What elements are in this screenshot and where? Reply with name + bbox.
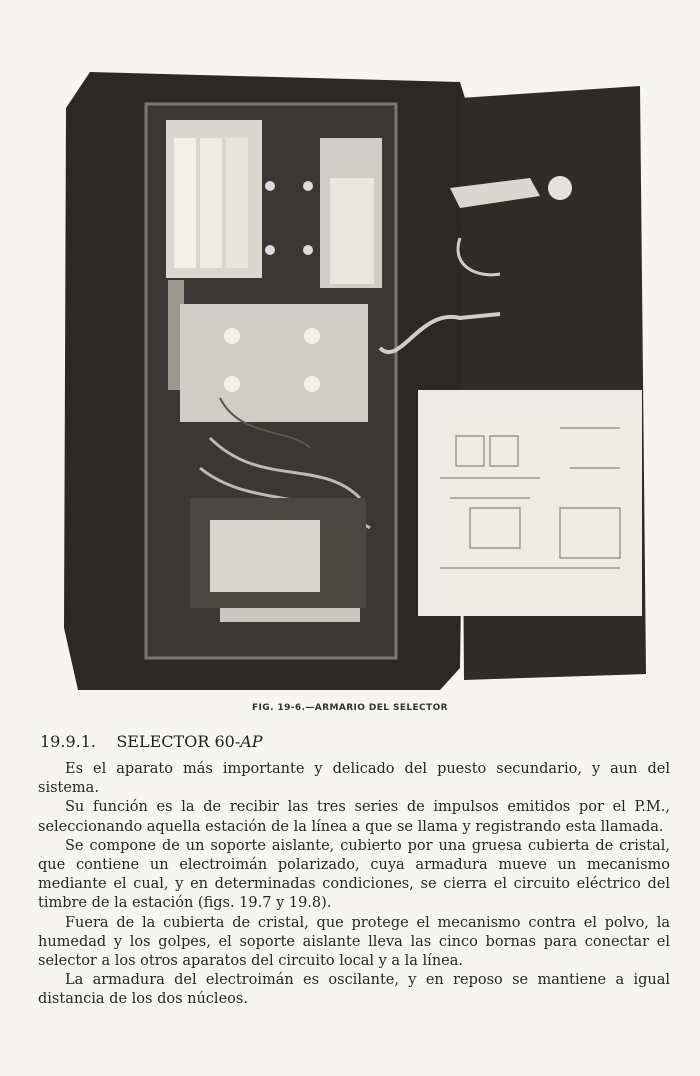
paragraph-1: Es el aparato más importante y delicado del puesto secundario, y aun del sistema. (38, 761, 670, 797)
paragraph-3: Se compone de un soporte aislante, cubierto por una gruesa cubierta de cristal, que contiene un electroimán polarizado, cuya armadura mueve un mecanismo mediante el cual, y en determinadas condiciones, se cierra el circuito eléctrico del timbre de la estación (figs. 19.7 y 19.8). (38, 837, 670, 912)
section-body (38, 760, 670, 1010)
section-title-italic: AP (240, 732, 263, 751)
section-heading (40, 732, 263, 751)
paragraph-4: Fuera de la cubierta de cristal, que protege el mecanismo contra el polvo, la humedad y los golpes, el soporte aislante lleva las cinco bornas para conectar el selector a los otros aparatos del circuito local y a la línea. (38, 914, 670, 970)
paragraph-5: La armadura del electroimán es oscilante, y en reposo se mantiene a igual distancia de los dos núcleos. (38, 972, 670, 1008)
paragraph-2: Su función es la de recibir las tres series de impulsos emitidos por el P.M., seleccionando aquella estación de la línea a que se llama y registrando esta llamada. (38, 799, 670, 835)
section-title: SELECTOR 60- (116, 732, 241, 751)
figure-caption: FIG. 19-6.—ARMARIO DEL SELECTOR (252, 703, 448, 713)
section-number: 19.9.1. (40, 732, 96, 751)
selector-cabinet-photo (60, 68, 648, 696)
